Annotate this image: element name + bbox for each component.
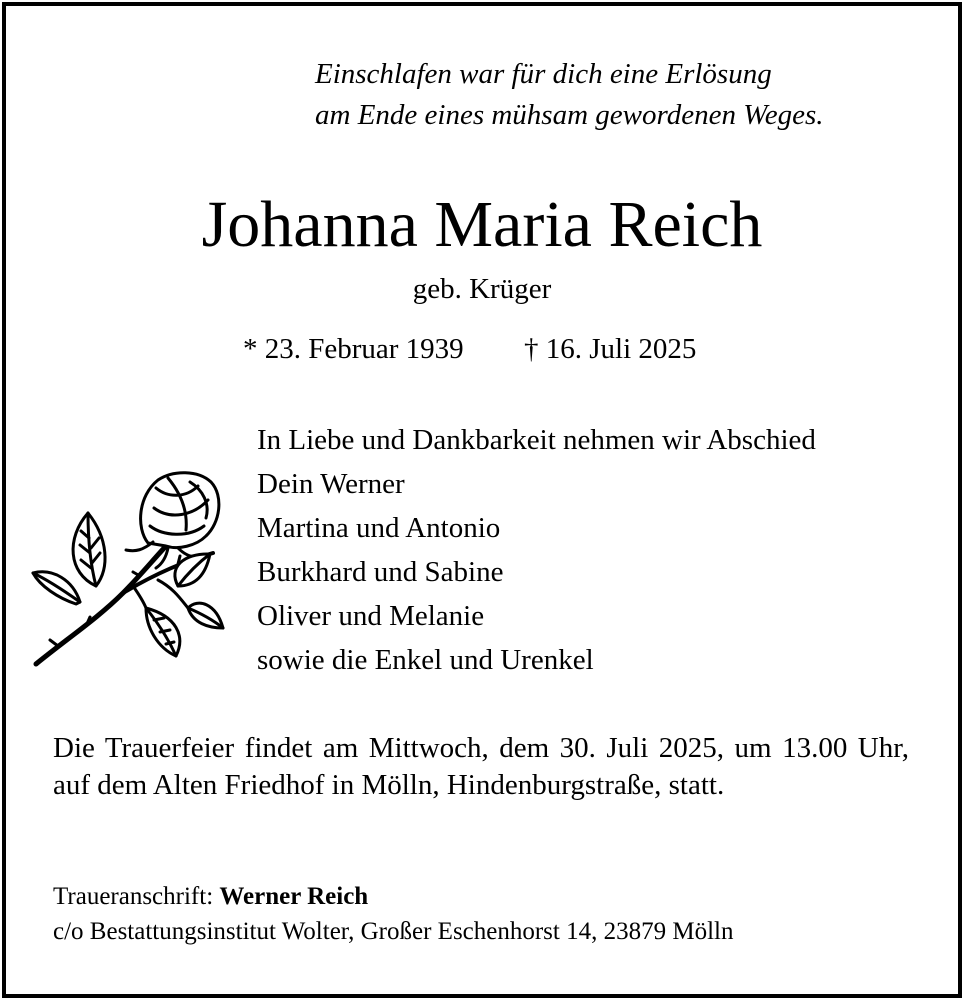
mourner-line: Martina und Antonio	[257, 512, 501, 544]
verse-line-1: Einschlafen war für dich eine Erlösung	[315, 58, 772, 90]
condolence-address-line: c/o Bestattungsinstitut Wolter, Großer Eschenhorst 14, 23879 Mölln	[53, 918, 734, 945]
death-date: † 16. Juli 2025	[524, 333, 697, 365]
service-announcement: Die Trauerfeier findet am Mittwoch, dem 30. Juli 2025, um 13.00 Uhr, auf dem Alten Friedhof in Mölln, Hindenburgstraße, statt.	[53, 732, 909, 801]
mourner-line: Dein Werner	[257, 468, 405, 500]
farewell-line: In Liebe und Dankbarkeit nehmen wir Abschied	[257, 424, 816, 456]
rose-icon	[28, 468, 228, 674]
mourner-line: sowie die Enkel und Urenkel	[257, 644, 594, 676]
maiden-name: geb. Krüger	[412, 273, 552, 305]
verse-line-2: am Ende eines mühsam gewordenen Weges.	[315, 99, 824, 131]
mourner-line: Burkhard und Sabine	[257, 556, 504, 588]
address-name: Werner Reich	[219, 883, 369, 910]
address-label: Traueranschrift:	[53, 883, 214, 910]
condolence-address-heading	[53, 880, 368, 914]
mourner-line: Oliver und Melanie	[257, 600, 485, 632]
birth-date: * 23. Februar 1939	[243, 333, 464, 365]
deceased-name: Johanna Maria Reich	[201, 188, 763, 261]
